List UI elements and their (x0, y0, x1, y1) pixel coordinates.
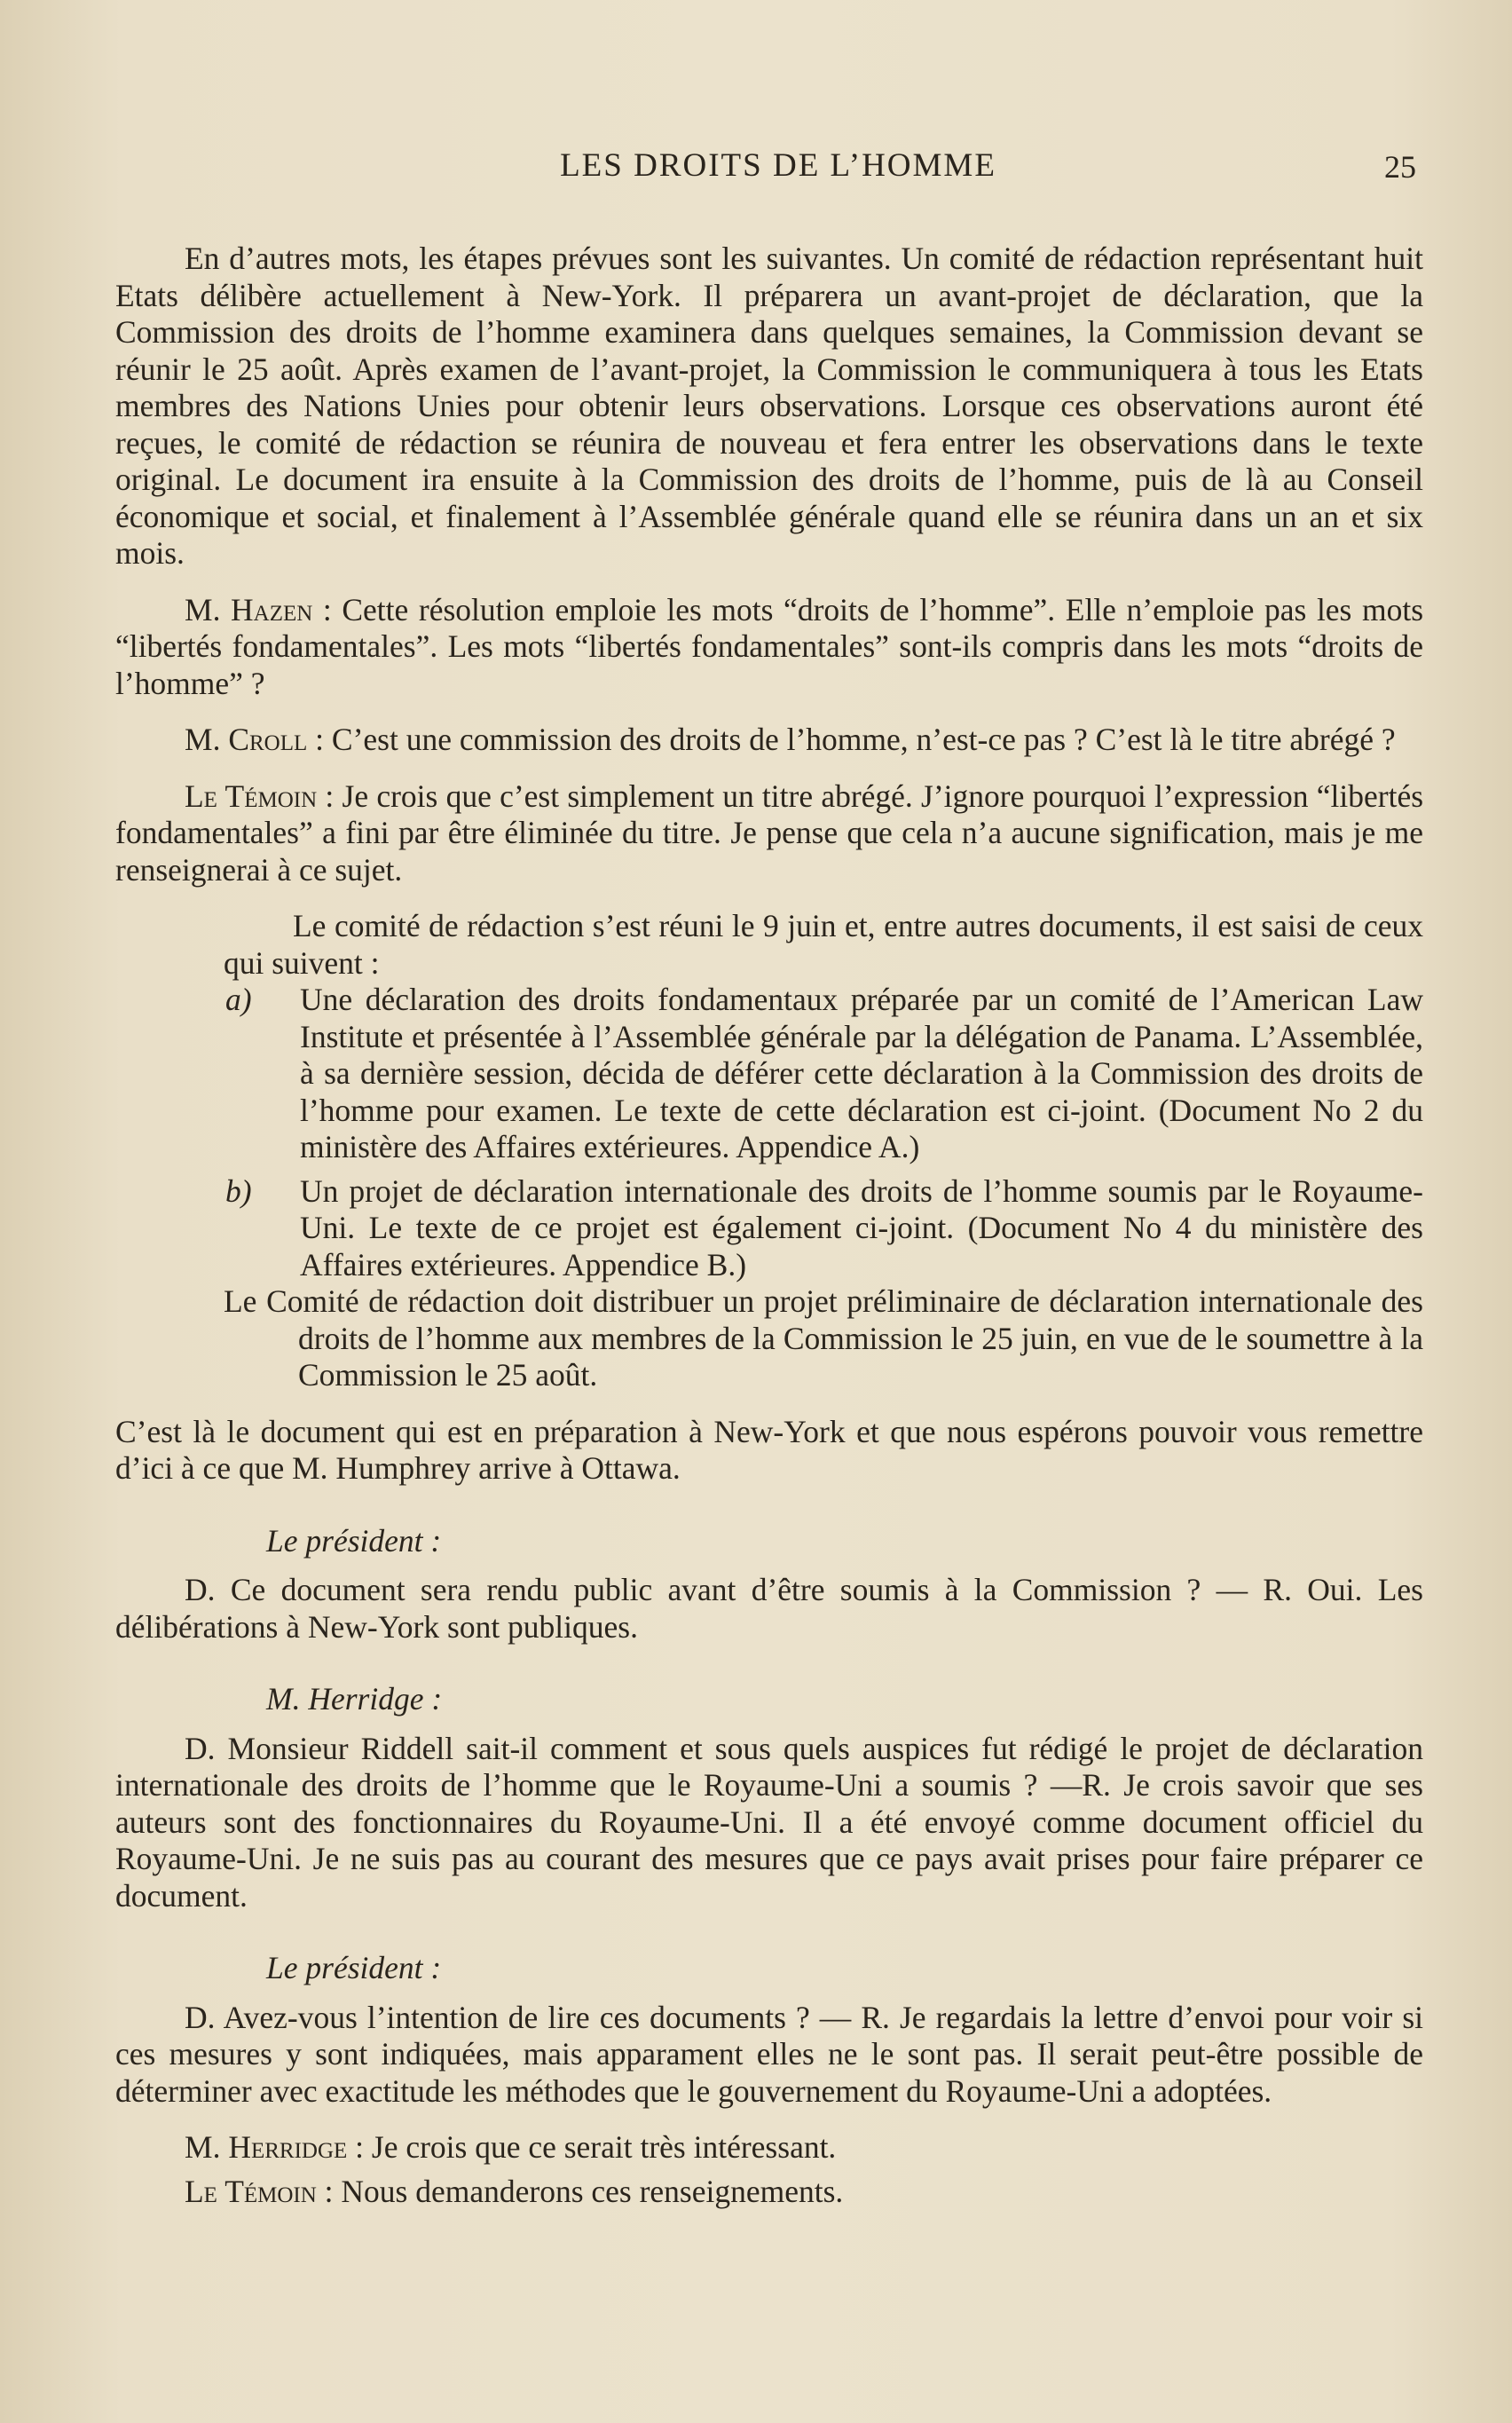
speaker-label: M. Croll : (185, 722, 325, 757)
paragraph-question-riddell: D. Monsieur Riddell sait-il comment et sous quels auspices fut rédigé le projet de déclaration internationale des droits de l’homme que le Royaume-Uni a soumis ? —R. Je crois savoir que ses auteurs sont des fonctionnaires du Royaume-Uni. Il a été envoyé comme document officiel du Royaume-Uni. Je ne suis pas au courant des mesures que ce pays avait prises pour faire préparer ce document. (115, 1730, 1423, 1914)
running-title: LES DROITS DE L’HOMME (560, 147, 996, 184)
list-label: b) (225, 1172, 252, 1209)
paragraph-new-york-document: C’est là le document qui est en préparation à New-York et que nous espérons pouvoir vous remettre d’ici à ce que M. Humphrey arrive à Ottawa. (115, 1413, 1423, 1486)
speech-text: Je crois que c’est simplement un titre abrégé. J’ignore pourquoi l’expression “libertés fondamentales” a fini par être éliminée du titre. Je pense que cela n’a aucune signification, mais je me renseignerai à ce sujet. (115, 777, 1424, 888)
paragraph-question-public: D. Ce document sera rendu public avant d’être soumis à la Commission ? — R. Oui. Les délibérations à New-York sont publiques. (115, 1572, 1423, 1645)
speech-text: Je crois que ce serait très intéressant. (371, 2129, 837, 2165)
speaker-label: Le Témoin : (185, 777, 335, 814)
speaker-label: M. Herridge : (185, 2129, 365, 2165)
list-item-b (224, 1173, 1423, 1284)
list-item-a (224, 982, 1423, 1166)
list-label: a) (225, 982, 252, 1017)
speaker-heading: Le président : (266, 1522, 442, 1559)
paragraph-steps: En d’autres mots, les étapes prévues sont les suivantes. Un comité de rédaction représentant huit Etats délibère actuellement à New-York. Il préparera un avant-projet de déclaration, que la Commission des droits de l’homme examinera dans quelques semaines, la Commission devant se réunir le 25 août. Après examen de l’avant-projet, la Commission le communiquera à tous les Etats membres des Nations Unies pour obtenir leurs observations. Lorsque ces observations auront été reçues, le comité de rédaction se réunira de nouveau et fera entrer les observations dans le texte original. Le document ira ensuite à la Commission des droits de l’homme, puis de là au Conseil économique et social, et finalement à l’Assemblée générale quand elle se réunira dans un an et six mois. (115, 241, 1423, 571)
speaker-heading: Le président : (266, 1950, 442, 1985)
list-text: Une déclaration des droits fondamentaux préparée par un comité de l’American Law Institute et présentée à l’Assemblée générale par la délégation de Panama. L’Assemblée, à sa dernière session, décida de déférer cette déclaration à la Commission des droits de l’homme pour examen. Le texte de cette déclaration est ci-joint. (Document No 2 du ministère des Affaires extérieures. Appendice A.) (300, 982, 1423, 1164)
list-text: Un projet de déclaration internationale des droits de l’homme soumis par le Royaume-Uni. Le texte de ce projet est également ci-joint. (Document No 4 du ministère des Affaires extérieures. Appendice B.) (300, 1172, 1423, 1283)
paragraph-croll (115, 722, 1423, 759)
speech-text: Nous demanderons ces renseignements. (341, 2173, 844, 2209)
paragraph-temoin-reply (115, 2174, 1423, 2211)
paragraph-question-read: D. Avez-vous l’intention de lire ces documents ? — R. Je regardais la lettre d’envoi pour voir si ces mesures y sont indiquées, mais apparament elles ne le sont pas. Il serait peut-être possible de déterminer avec exactitude les méthodes que le gouvernement du Royaume-Uni a adoptées. (115, 1999, 1423, 2109)
speaker-label: Le Témoin : (185, 2173, 334, 2209)
speaker-heading: M. Herridge : (266, 1681, 443, 1717)
speech-text: C’est une commission des droits de l’homme, n’est-ce pas ? C’est là le titre abrégé ? (331, 722, 1396, 757)
paragraph-drafting-committee: Le comité de rédaction s’est réuni le 9 juin et, entre autres documents, il est saisi de ceux qui suivent : (224, 908, 1423, 981)
paragraph-herridge-reply (115, 2129, 1423, 2166)
page-header (115, 146, 1423, 200)
paragraph-temoin (115, 778, 1423, 889)
paragraph-preliminary-draft: Le Comité de rédaction doit distribuer un projet préliminaire de déclaration internationale des droits de l’homme aux membres de la Commission le 25 juin, en vue de le soumettre à la Commission le 25 août. (224, 1283, 1423, 1393)
page-number: 25 (1384, 149, 1416, 185)
paragraph-hazen (115, 592, 1423, 703)
speaker-label: M. Hazen : (185, 591, 332, 627)
page-body (115, 241, 1423, 2210)
speech-text: Cette résolution emploie les mots “droits de l’homme”. Elle n’emploie pas les mots “libertés fondamentales”. Les mots “libertés fondamentales” sont-ils compris dans les mots “droits de l’homme” ? (115, 591, 1424, 701)
